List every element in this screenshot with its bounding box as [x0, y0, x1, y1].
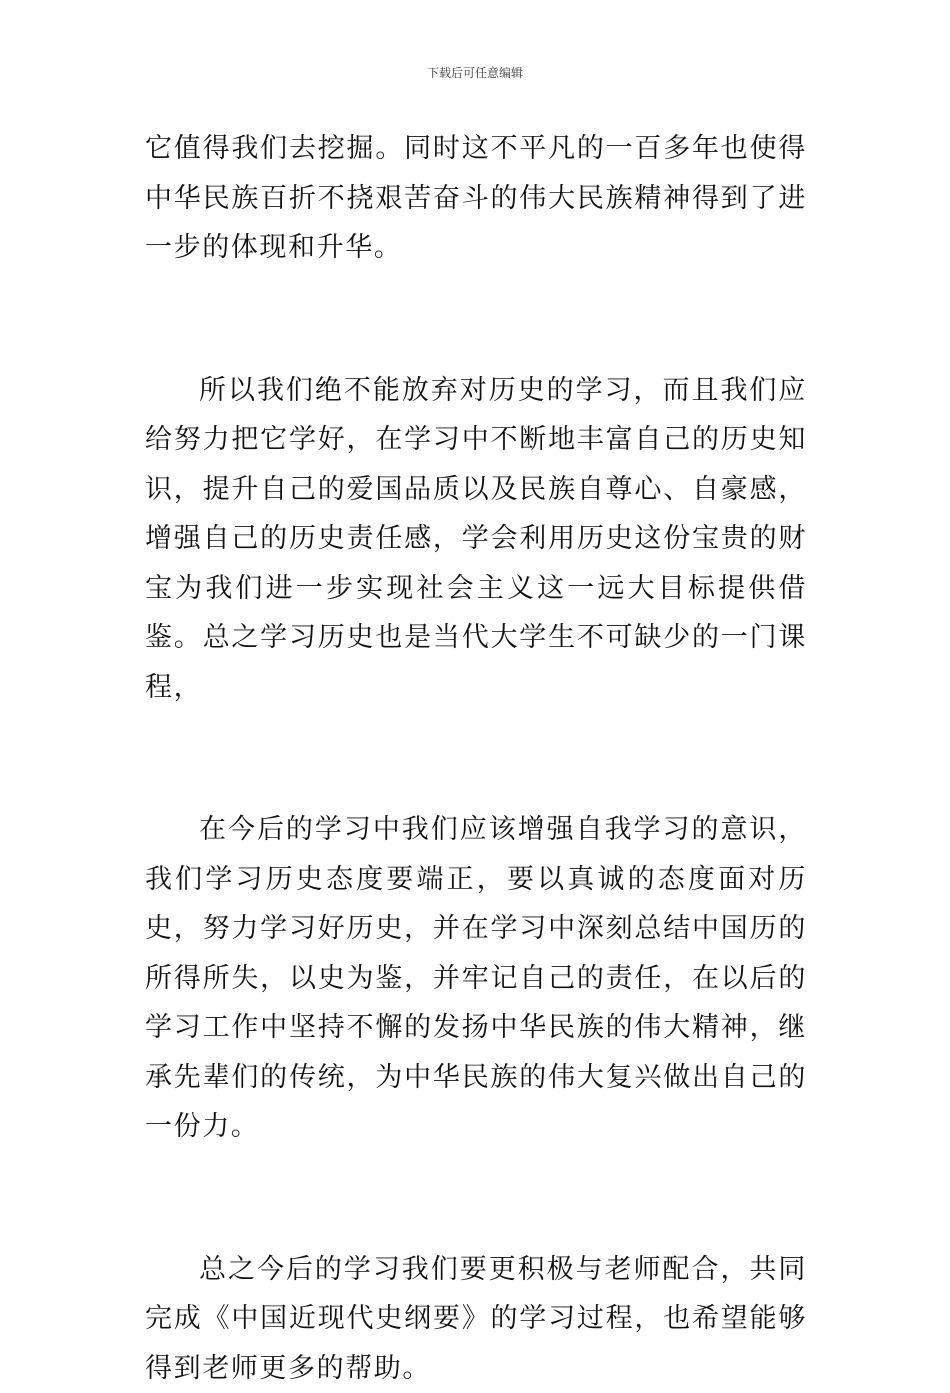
paragraph-1: 它值得我们去挖掘。同时这不平凡的一百多年也使得中华民族百折不挠艰苦奋斗的伟大民族精神得到了进一步的体现和升华。 — [145, 124, 807, 273]
page-header-note: 下载后可任意编辑 — [0, 64, 950, 82]
paragraph-3: 在今后的学习中我们应该增强自我学习的意识，我们学习历史态度要端正，要以真诚的态度面对历史，努力学习好历史，并在学习中深刻总结中国历的所得所失，以史为鉴，并牢记自己的责任，在以后的学习工作中坚持不懈的发扬中华民族的伟大精神，继承先辈们的传统，为中华民族的伟大复兴做出自己的一份力。 — [145, 805, 807, 1152]
document-body — [145, 124, 807, 1393]
paragraph-2: 所以我们绝不能放弃对历史的学习，而且我们应给努力把它学好，在学习中不断地丰富自己的历史知识，提升自己的爱国品质以及民族自尊心、自豪感，增强自己的历史责任感，学会利用历史这份宝贵的财宝为我们进一步实现社会主义这一远大目标提供借鉴。总之学习历史也是当代大学生不可缺少的一门课程， — [145, 366, 807, 713]
paragraph-4: 总之今后的学习我们要更积极与老师配合，共同完成《中国近现代史纲要》的学习过程，也希望能够得到老师更多的帮助。 — [145, 1245, 807, 1393]
